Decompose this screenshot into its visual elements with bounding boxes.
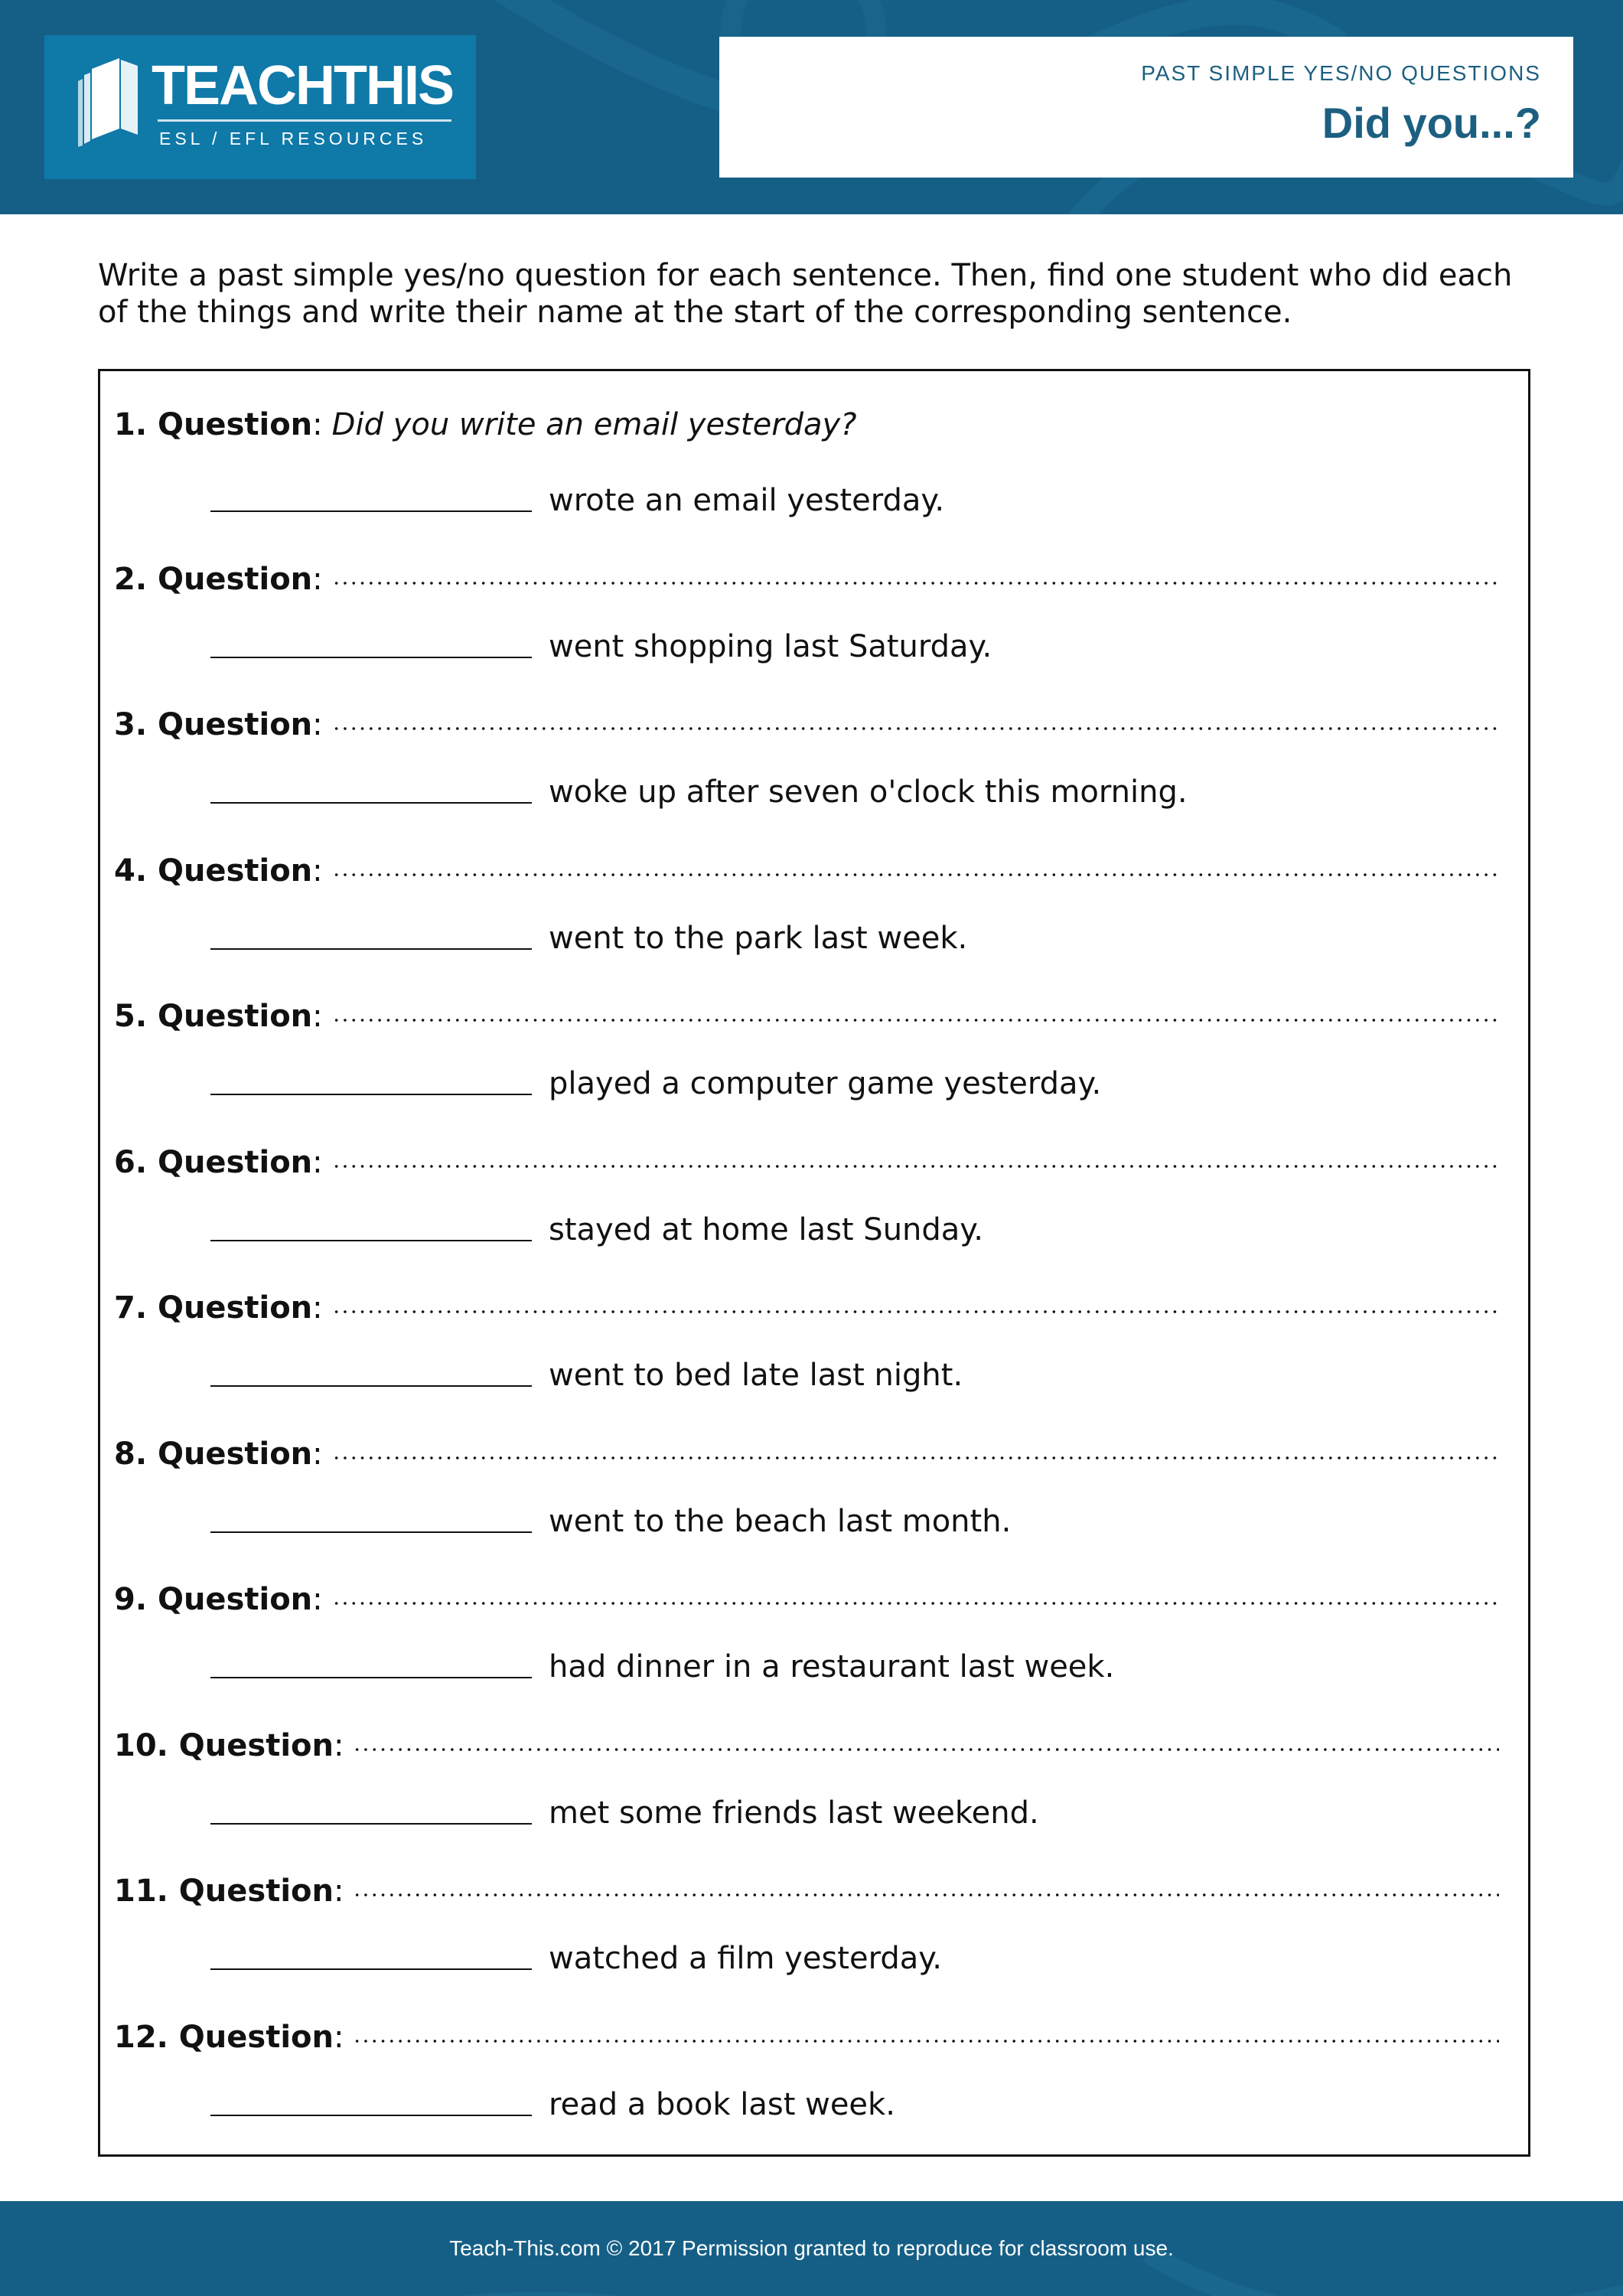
question-dotted-line[interactable]: [332, 1136, 1499, 1172]
name-blank[interactable]: [210, 480, 532, 512]
question-line: 2. Question :: [114, 553, 1499, 589]
answer-line: [210, 770, 1499, 810]
name-blank[interactable]: [210, 1501, 532, 1533]
question-item: [114, 1719, 1499, 1865]
answer-line: [210, 625, 1499, 664]
question-item: [114, 1281, 1499, 1427]
copyright-notice: Teach-This.com © 2017 Permission granted to reproduce for classroom use.: [449, 2236, 1174, 2260]
sentence-text: played a computer game yesterday.: [549, 1066, 1102, 1101]
question-line: 5. Question :: [114, 990, 1499, 1026]
answer-line: [210, 1936, 1499, 1976]
question-line: 7. Question :: [114, 1281, 1499, 1318]
logo[interactable]: [44, 35, 476, 179]
question-item: [114, 1427, 1499, 1574]
name-blank[interactable]: [210, 1209, 532, 1241]
question-number: 1. Question: [114, 407, 313, 442]
page-footer: [0, 2201, 1623, 2296]
example-question: Did you write an email yesterday?: [331, 407, 857, 442]
answer-line: [210, 916, 1499, 956]
question-item: [114, 844, 1499, 990]
question-item: [114, 2011, 1499, 2157]
questions-box: [98, 369, 1530, 2157]
question-number: 8. Question: [114, 1436, 313, 1472]
worksheet-title: Did you...?: [1322, 99, 1541, 147]
question-item: [114, 1136, 1499, 1282]
question-line: 8. Question :: [114, 1427, 1499, 1464]
instructions: Write a past simple yes/no question for each sentence. Then, find one student who did each of the things and write their name at the start of the corresponding sentence.: [98, 258, 1513, 330]
sentence-text: read a book last week.: [549, 2086, 895, 2122]
question-number: 6. Question: [114, 1144, 313, 1180]
question-number: 5. Question: [114, 999, 313, 1034]
question-item: [114, 406, 1499, 553]
answer-line: [210, 478, 1499, 518]
question-dotted-line[interactable]: [332, 1281, 1499, 1318]
question-dotted-line[interactable]: [353, 2011, 1499, 2047]
answer-line: [210, 1645, 1499, 1684]
question-dotted-line[interactable]: [353, 1719, 1499, 1756]
answer-line: [210, 1208, 1499, 1247]
question-item: [114, 698, 1499, 844]
name-blank[interactable]: [210, 918, 532, 950]
sentence-text: went to the beach last month.: [549, 1503, 1012, 1539]
answer-line: [210, 1062, 1499, 1101]
title-panel: [719, 37, 1573, 178]
question-line: 12. Question :: [114, 2011, 1499, 2047]
question-item: [114, 1573, 1499, 1719]
sentence-text: woke up after seven o'clock this morning.: [549, 775, 1188, 810]
question-item: [114, 990, 1499, 1136]
name-blank[interactable]: [210, 1063, 532, 1095]
question-item: [114, 553, 1499, 699]
question-line: 9. Question :: [114, 1573, 1499, 1609]
name-blank[interactable]: [210, 771, 532, 804]
sentence-text: went shopping last Saturday.: [549, 628, 992, 664]
sentence-text: went to bed late last night.: [549, 1358, 963, 1393]
question-item: [114, 1864, 1499, 2011]
sentence-text: went to the park last week.: [549, 920, 968, 956]
question-dotted-line[interactable]: [332, 1427, 1499, 1464]
question-dotted-line[interactable]: [332, 844, 1499, 881]
question-line: 1. Question : Did you write an email yesterday?: [114, 407, 857, 442]
question-line: 4. Question :: [114, 844, 1499, 881]
sentence-text: stayed at home last Sunday.: [549, 1212, 983, 1247]
sentence-text: had dinner in a restaurant last week.: [549, 1649, 1115, 1684]
question-line: 10. Question :: [114, 1719, 1499, 1756]
book-logo-icon: [75, 55, 144, 147]
sentence-text: met some friends last weekend.: [549, 1795, 1039, 1831]
answer-line: [210, 2082, 1499, 2122]
question-dotted-line[interactable]: [332, 553, 1499, 589]
question-number: 3. Question: [114, 707, 313, 742]
logo-divider: [158, 119, 451, 122]
question-number: 10. Question: [114, 1727, 334, 1763]
sentence-text: wrote an email yesterday.: [549, 483, 945, 518]
page-header: [0, 0, 1623, 214]
question-dotted-line[interactable]: [353, 1864, 1499, 1901]
worksheet-category: PAST SIMPLE YES/NO QUESTIONS: [1141, 61, 1541, 85]
question-number: 12. Question: [114, 2019, 334, 2055]
answer-line: [210, 1353, 1499, 1393]
question-list: [114, 406, 1499, 2156]
question-number: 11. Question: [114, 1874, 334, 1909]
question-number: 2. Question: [114, 561, 313, 597]
question-line: 6. Question :: [114, 1136, 1499, 1172]
question-line: 11. Question :: [114, 1864, 1499, 1901]
name-blank[interactable]: [210, 1792, 532, 1825]
answer-line: [210, 1499, 1499, 1539]
name-blank[interactable]: [210, 1355, 532, 1387]
question-number: 7. Question: [114, 1290, 313, 1326]
name-blank[interactable]: [210, 2084, 532, 2116]
sentence-text: watched a film yesterday.: [549, 1941, 942, 1976]
question-dotted-line[interactable]: [332, 698, 1499, 735]
name-blank[interactable]: [210, 1938, 532, 1970]
question-number: 4. Question: [114, 853, 313, 889]
question-dotted-line[interactable]: [332, 990, 1499, 1026]
logo-subtitle: ESL / EFL RESOURCES: [159, 129, 428, 148]
question-line: 3. Question :: [114, 698, 1499, 735]
answer-line: [210, 1791, 1499, 1831]
name-blank[interactable]: [210, 1646, 532, 1678]
question-dotted-line[interactable]: [332, 1573, 1499, 1609]
question-number: 9. Question: [114, 1582, 313, 1617]
name-blank[interactable]: [210, 626, 532, 658]
logo-wordmark: TEACHTHIS: [152, 55, 453, 116]
